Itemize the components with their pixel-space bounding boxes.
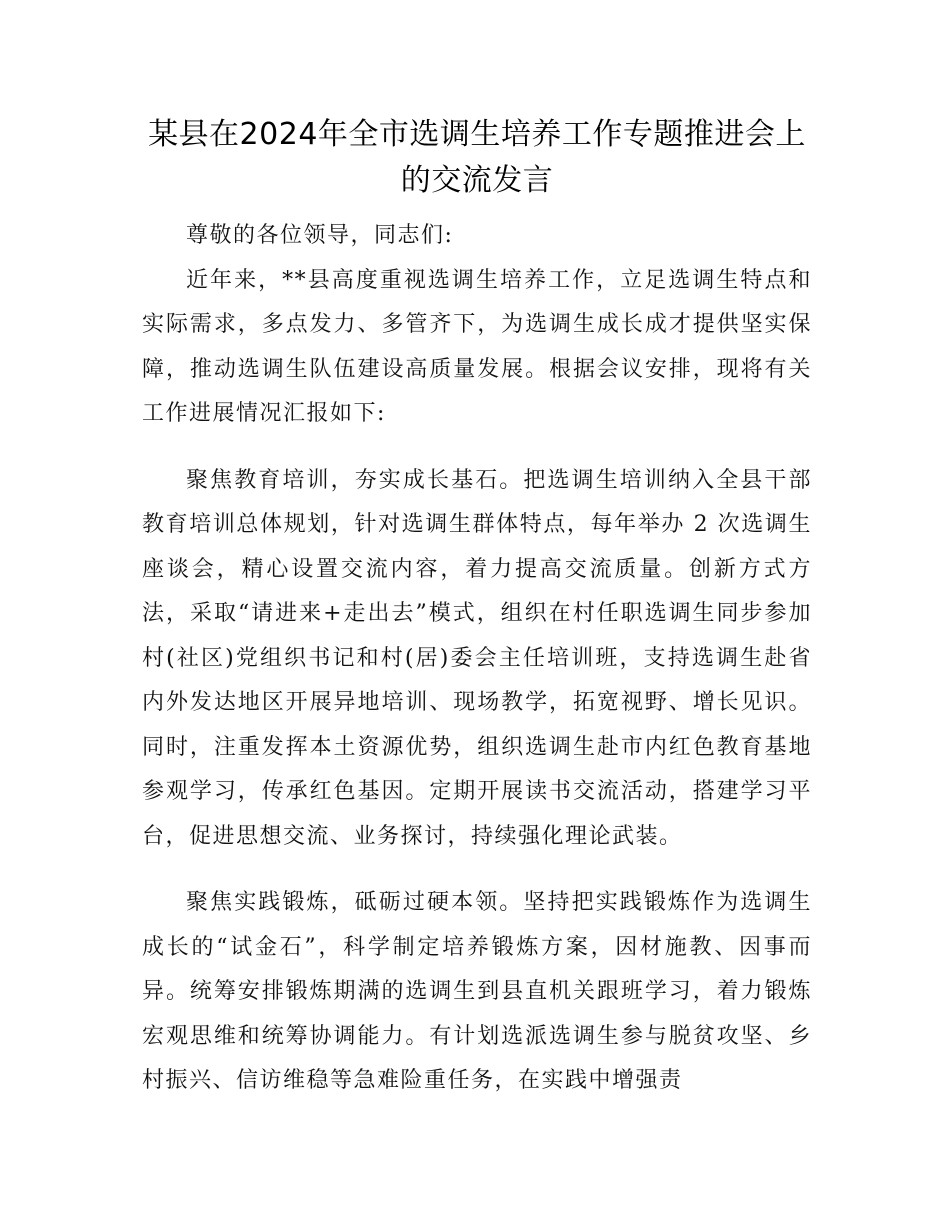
paragraph-practice-training: 聚焦实践锻炼，砥砺过硬本领。坚持把实践锻炼作为选调生成长的“试金石”，科学制定培养锻炼方案，因材施教、因事而异。统筹安排锻炼期满的选调生到县直机关跟班学习，着力锻炼宏观思维和统筹协调能力。有计划选派选调生参与脱贫攻坚、乡村振兴、信访维稳等急难险重任务，在实践中增强责 [142, 890, 812, 1093]
paragraph-intro: 近年来，**县高度重视选调生培养工作，立足选调生特点和实际需求，多点发力、多管齐下，为选调生成长成才提供坚实保障，推动选调生队伍建设高质量发展。根据会议安排，现将有关工作进展情况汇报如下: [142, 267, 812, 426]
document-page [142, 112, 812, 1104]
paragraph-education-training: 聚焦教育培训，夯实成长基石。把选调生培训纳入全县干部教育培训总体规划，针对选调生群体特点，每年举办 2 次选调生座谈会，精心设置交流内容，着力提高交流质量。创新方式方法，采取“请进来+走出去”模式，组织在村任职选调生同步参加村(社区)党组织书记和村(居)委会主任培训班，支持选调生赴省内外发达地区开展异地培训、现场教学，拓宽视野、增长见识。同时，注重发挥本土资源优势，组织选调生赴市内红色教育基地参观学习，传承红色基因。定期开展读书交流活动，搭建学习平台，促进思想交流、业务探讨，持续强化理论武装。 [142, 467, 812, 849]
greeting: 尊敬的各位领导，同志们: [186, 223, 454, 248]
document-title: 某县在2024年全市选调生培养工作专题推进会上的交流发言 [148, 117, 806, 198]
